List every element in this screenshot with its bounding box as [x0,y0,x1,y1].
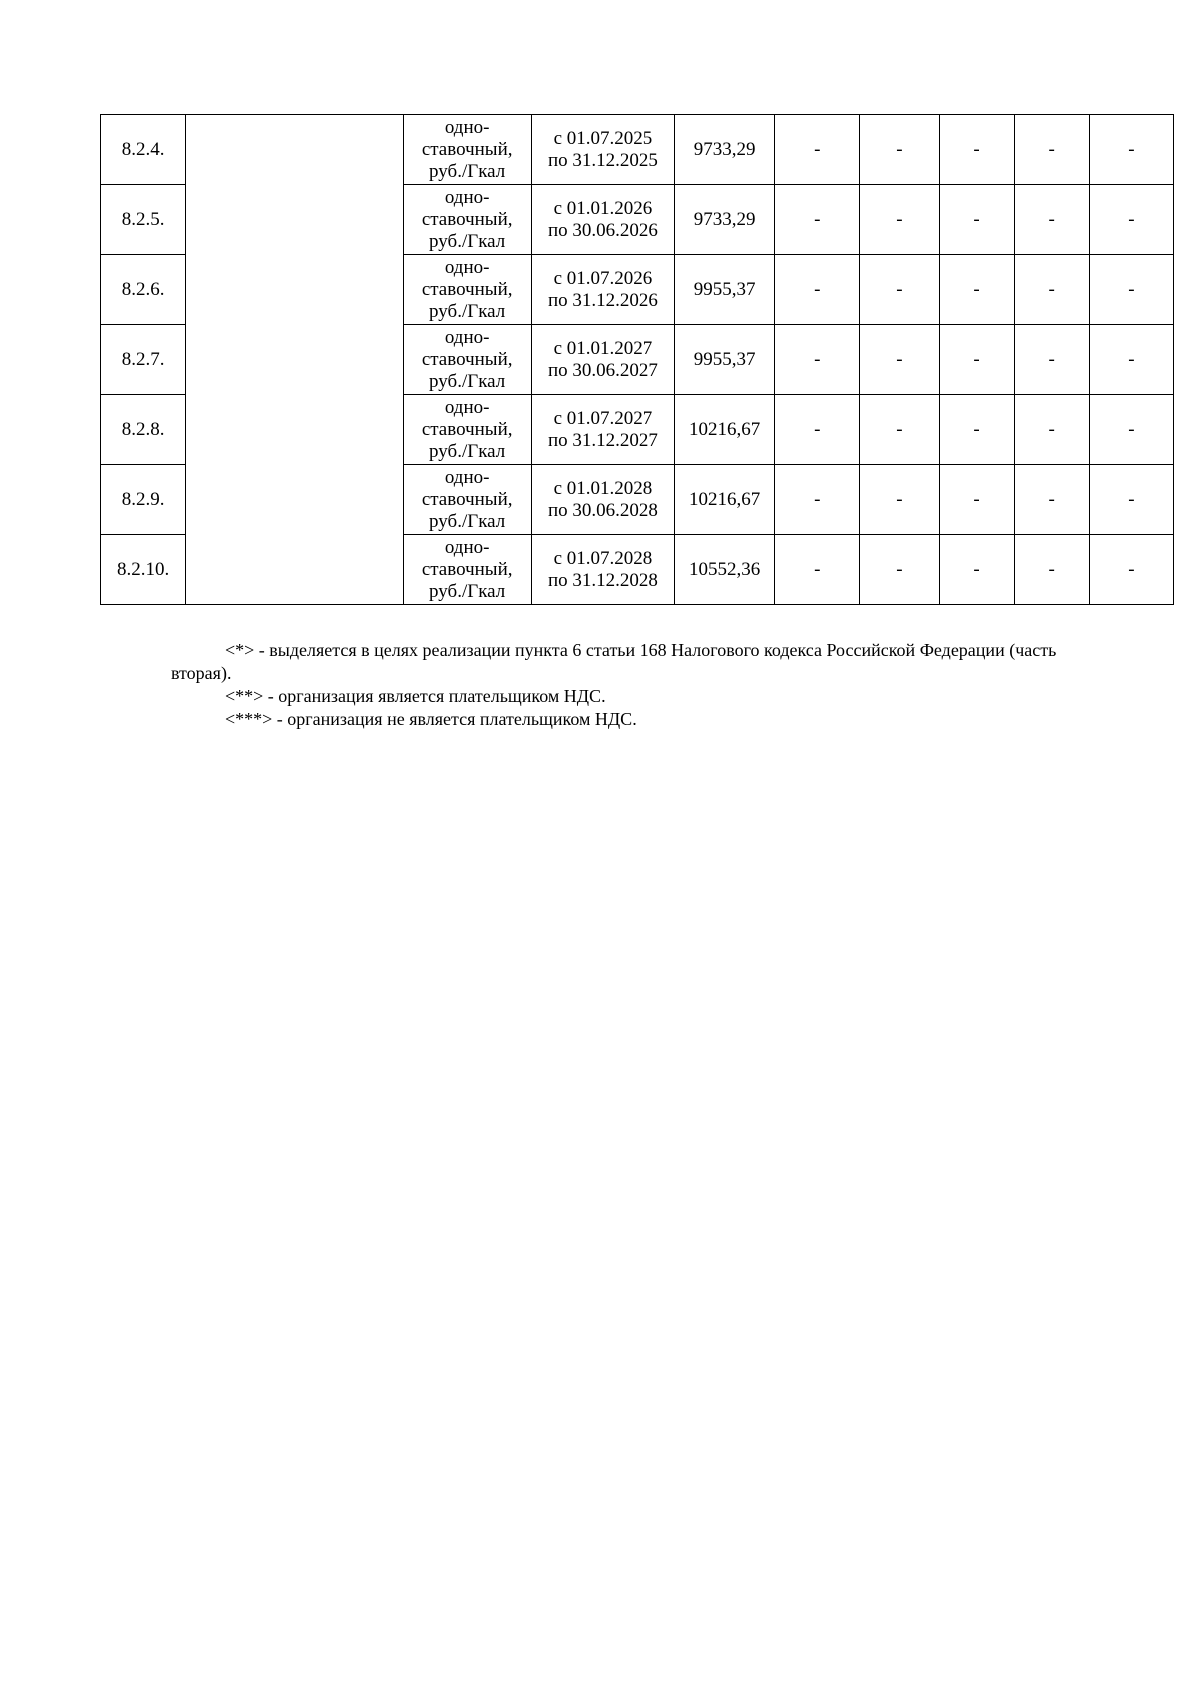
empty-value-cell: - [1089,325,1173,395]
period-line: с 01.01.2026 [553,197,653,219]
tariff-type-line: одно- [444,256,490,278]
tariff-type-line: одно- [444,466,490,488]
tariff-type-cell [403,535,531,605]
empty-value-cell: - [1089,465,1173,535]
tariff-type-cell [403,325,531,395]
tariff-type-line: руб./Гкал [429,510,506,532]
period-line: по 31.12.2025 [547,149,658,171]
row-number-cell: 8.2.8. [101,395,186,465]
empty-value-cell: - [1089,255,1173,325]
tariff-type-line: руб./Гкал [429,370,506,392]
tariff-type-line: одно- [444,326,490,348]
empty-value-cell: - [775,185,860,255]
tariff-type-line: руб./Гкал [429,440,506,462]
tariff-value-cell: 10216,67 [675,395,775,465]
tariff-type-line: ставочный, [421,208,513,230]
period-line: по 30.06.2027 [547,359,658,381]
period-line: с 01.07.2025 [553,127,653,149]
tariff-type-line: руб./Гкал [429,580,506,602]
tariff-value-cell: 9733,29 [675,185,775,255]
empty-value-cell: - [860,465,939,535]
period-line: с 01.07.2028 [553,547,653,569]
empty-value-cell: - [1014,115,1089,185]
empty-value-cell: - [1014,185,1089,255]
period-cell [531,395,674,465]
tariff-type-line: руб./Гкал [429,160,506,182]
empty-value-cell: - [860,535,939,605]
tariff-type-line: ставочный, [421,418,513,440]
tariff-type-cell [403,185,531,255]
empty-value-cell: - [1014,465,1089,535]
period-line: по 31.12.2026 [547,289,658,311]
tariff-type-line: руб./Гкал [429,300,506,322]
tariff-type-line: ставочный, [421,558,513,580]
empty-value-cell: - [1089,395,1173,465]
empty-value-cell: - [860,115,939,185]
empty-value-cell: - [1089,115,1173,185]
empty-value-cell: - [775,325,860,395]
tariff-type-line: ставочный, [421,488,513,510]
empty-value-cell: - [775,395,860,465]
row-number-cell: 8.2.5. [101,185,186,255]
tariff-table [100,114,1174,605]
tariff-type-cell [403,115,531,185]
period-cell [531,115,674,185]
empty-value-cell: - [860,325,939,395]
empty-value-cell: - [1014,255,1089,325]
footnote-vat-payer: <**> - организация является плательщиком НДС. [225,686,606,706]
empty-value-cell: - [860,395,939,465]
footnotes [171,639,1121,731]
empty-value-cell: - [1014,325,1089,395]
tariff-type-line: ставочный, [421,278,513,300]
tariff-type-line: одно- [444,116,490,138]
tariff-type-cell [403,255,531,325]
empty-value-cell: - [939,185,1014,255]
footnote-vat-allocation: <*> - выделяется в целях реализации пункта 6 статьи 168 Налогового кодекса Российской Федерации (часть вторая). [171,640,1057,683]
empty-value-cell: - [1014,535,1089,605]
organization-cell [186,115,403,605]
tariff-value-cell: 10216,67 [675,465,775,535]
period-cell [531,185,674,255]
empty-value-cell: - [939,325,1014,395]
tariff-type-line: ставочный, [421,138,513,160]
empty-value-cell: - [860,255,939,325]
empty-value-cell: - [939,115,1014,185]
tariff-type-cell [403,395,531,465]
row-number-cell: 8.2.10. [101,535,186,605]
period-line: по 31.12.2027 [547,429,658,451]
tariff-value-cell: 9955,37 [675,325,775,395]
tariff-value-cell: 9733,29 [675,115,775,185]
row-number-cell: 8.2.4. [101,115,186,185]
tariff-type-cell [403,465,531,535]
empty-value-cell: - [939,255,1014,325]
empty-value-cell: - [1014,395,1089,465]
row-number-cell: 8.2.6. [101,255,186,325]
period-line: с 01.01.2028 [553,477,653,499]
period-line: с 01.07.2027 [553,407,653,429]
table-row [101,115,1174,185]
period-line: по 30.06.2028 [547,499,658,521]
period-cell [531,325,674,395]
tariff-type-line: руб./Гкал [429,230,506,252]
empty-value-cell: - [775,535,860,605]
tariff-type-line: одно- [444,186,490,208]
empty-value-cell: - [775,465,860,535]
period-line: с 01.01.2027 [553,337,653,359]
period-line: по 30.06.2026 [547,219,658,241]
period-cell [531,255,674,325]
period-line: по 31.12.2028 [547,569,658,591]
tariff-table-body [101,115,1174,605]
empty-value-cell: - [775,115,860,185]
empty-value-cell: - [775,255,860,325]
row-number-cell: 8.2.9. [101,465,186,535]
empty-value-cell: - [939,465,1014,535]
tariff-value-cell: 10552,36 [675,535,775,605]
period-cell [531,535,674,605]
empty-value-cell: - [939,535,1014,605]
row-number-cell: 8.2.7. [101,325,186,395]
period-line: с 01.07.2026 [553,267,653,289]
empty-value-cell: - [860,185,939,255]
empty-value-cell: - [1089,535,1173,605]
tariff-type-line: ставочный, [421,348,513,370]
empty-value-cell: - [1089,185,1173,255]
tariff-value-cell: 9955,37 [675,255,775,325]
period-cell [531,465,674,535]
tariff-type-line: одно- [444,536,490,558]
footnote-non-vat-payer: <***> - организация не является плательщиком НДС. [225,709,637,729]
tariff-type-line: одно- [444,396,490,418]
empty-value-cell: - [939,395,1014,465]
